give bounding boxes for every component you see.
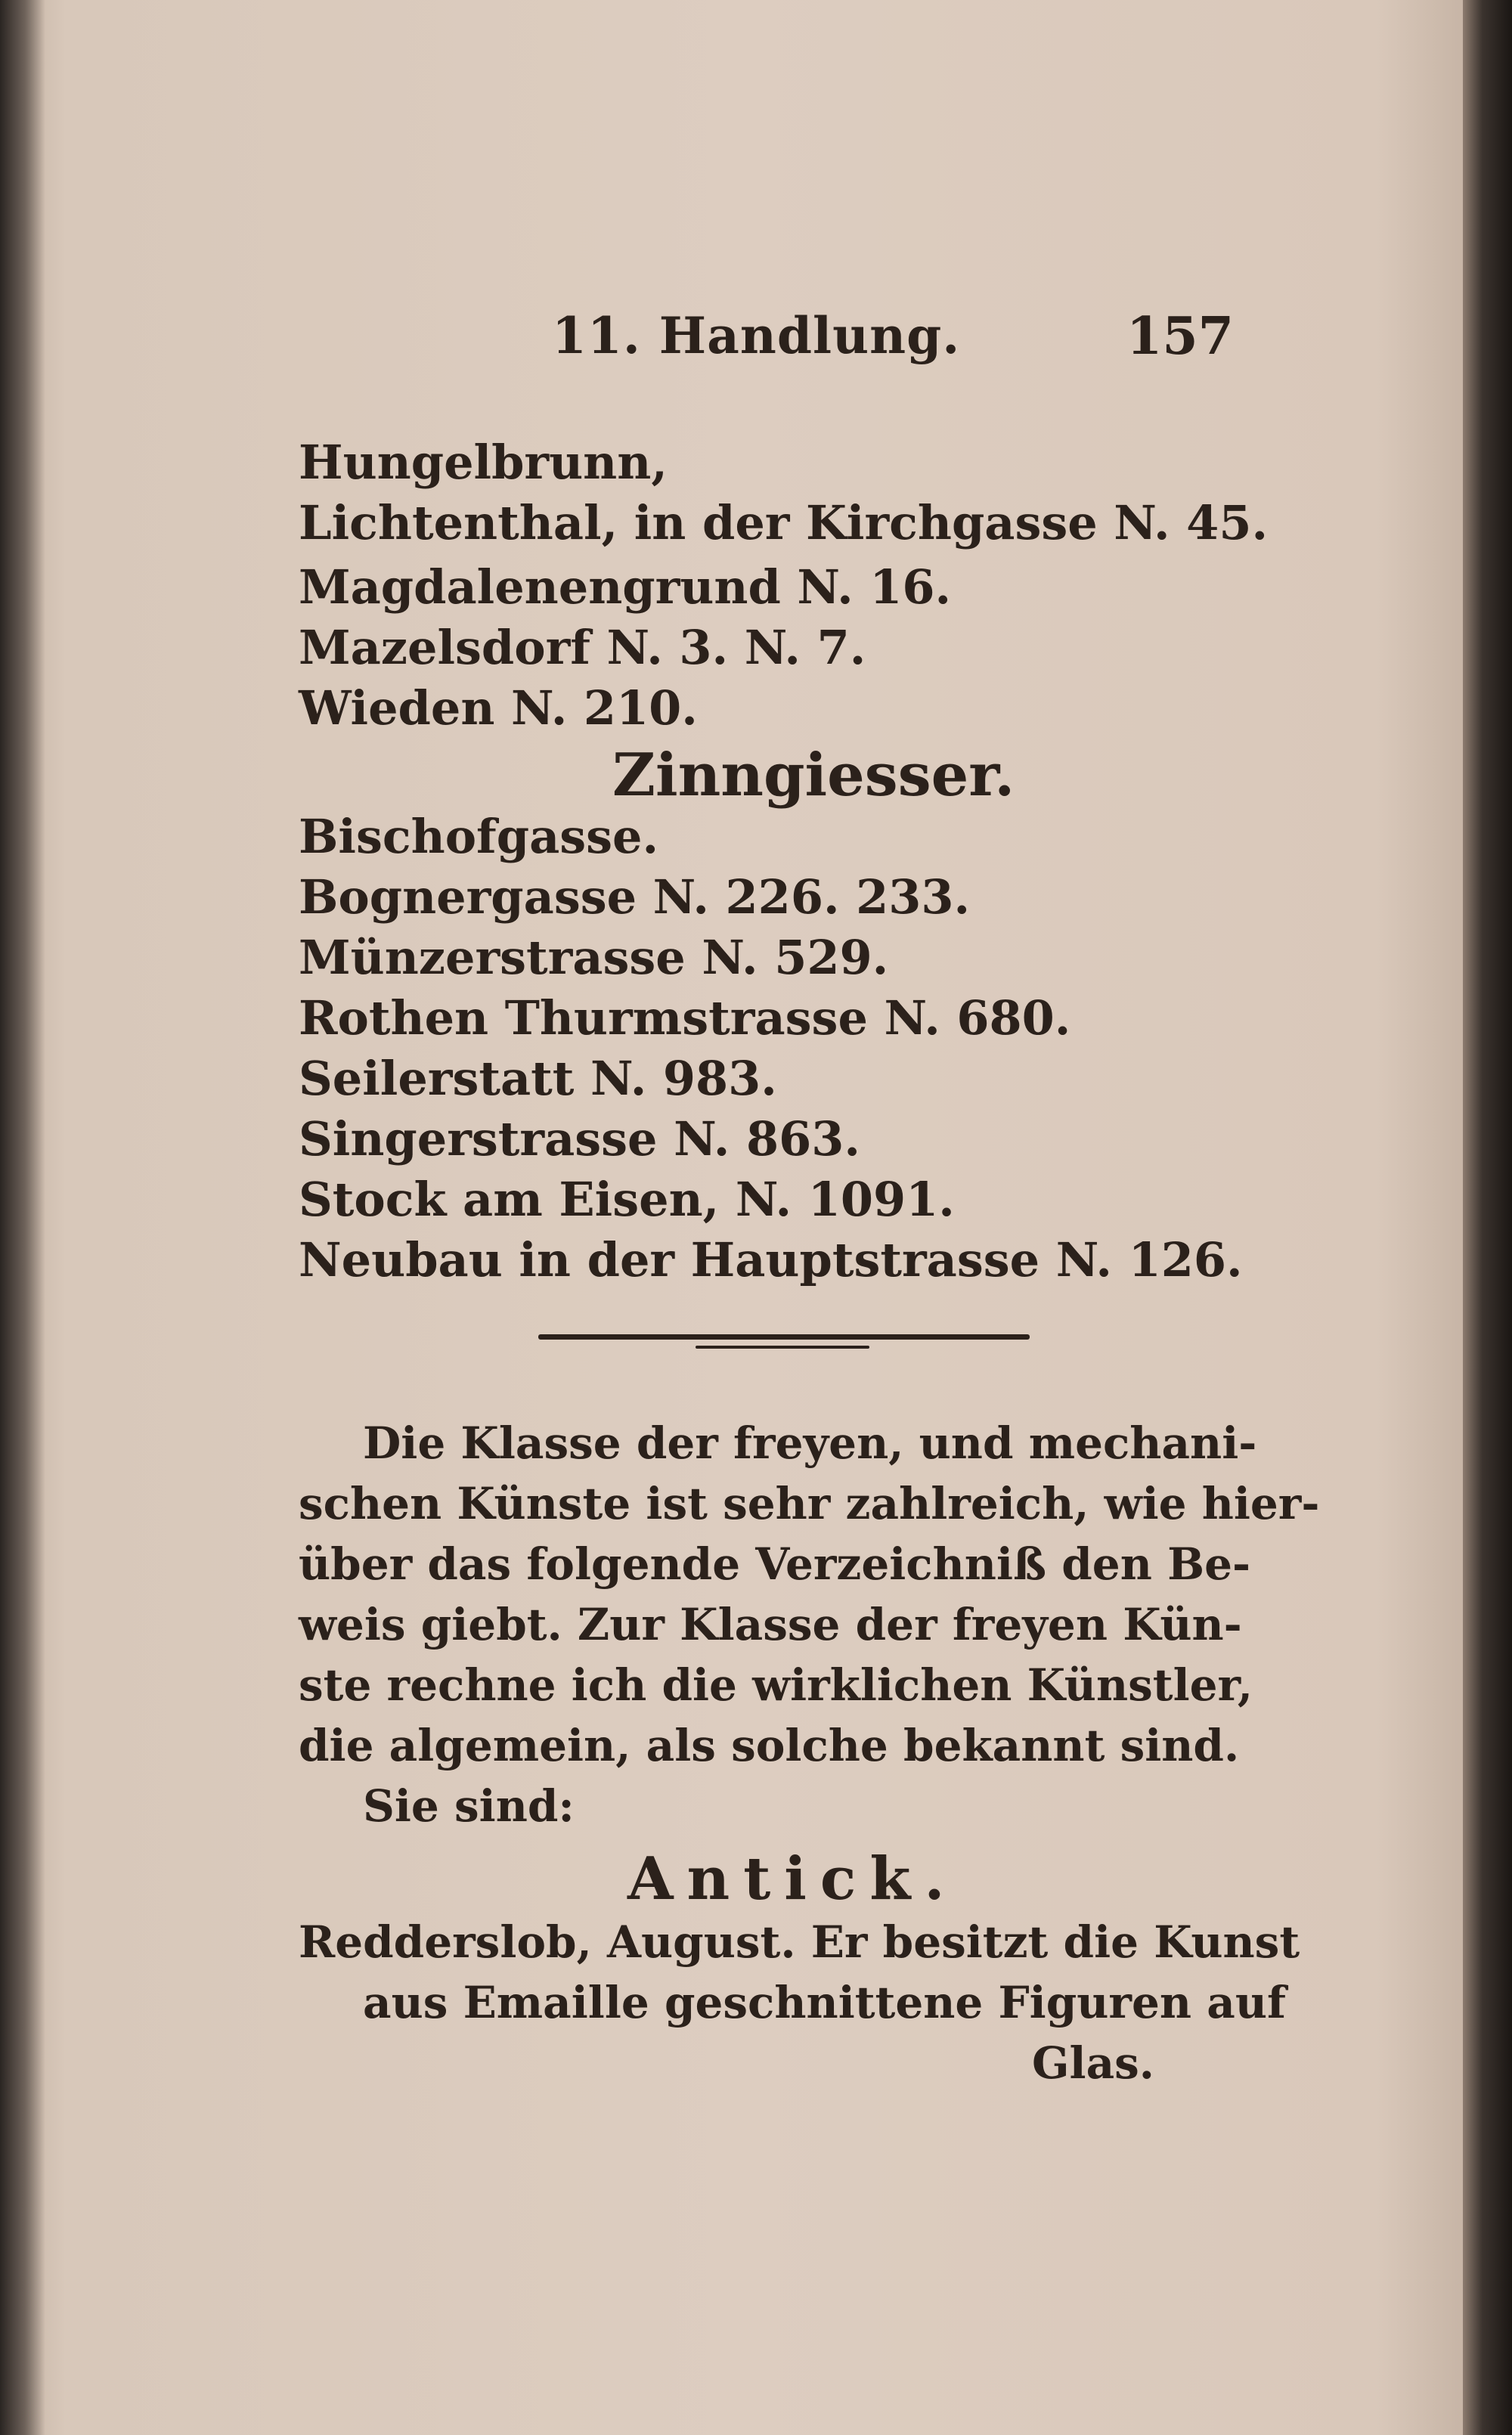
entry-line: aus Emaille geschnittene Figuren auf bbox=[363, 1977, 1286, 2028]
address-line: Neubau in der Hauptstrasse N. 126. bbox=[299, 1232, 1243, 1287]
address-line: Singerstrasse N. 863. bbox=[299, 1111, 860, 1166]
paragraph-line: ste rechne ich die wirklichen Künstler, bbox=[299, 1659, 1253, 1711]
divider-rule-short bbox=[696, 1346, 869, 1349]
address-line: Lichtenthal, in der Kirchgasse N. 45. bbox=[299, 495, 1269, 550]
address-line: Münzerstrasse N. 529. bbox=[299, 930, 889, 985]
page-number: 157 bbox=[1126, 306, 1234, 367]
paragraph-line: weis giebt. Zur Klasse der freyen Kün- bbox=[299, 1599, 1242, 1650]
paragraph-line: Sie sind: bbox=[363, 1780, 575, 1832]
book-spine bbox=[0, 0, 45, 2435]
entry-line: Glas. bbox=[1032, 2037, 1154, 2089]
address-line: Bognergasse N. 226. 233. bbox=[299, 869, 971, 925]
paragraph-line: über das folgende Verzeichniß den Be- bbox=[299, 1538, 1251, 1590]
address-line: Magdalenengrund N. 16. bbox=[299, 559, 952, 615]
address-line: Wieden N. 210. bbox=[299, 680, 698, 736]
page-edge bbox=[1463, 0, 1512, 2435]
paragraph-line: die algemein, als solche bekannt sind. bbox=[299, 1720, 1240, 1771]
address-line: Stock am Eisen, N. 1091. bbox=[299, 1172, 955, 1227]
subsection-heading: Antick. bbox=[627, 1845, 959, 1913]
section-heading: Zinngiesser. bbox=[612, 741, 1015, 810]
paragraph-line: Die Klasse der freyen, und mechani- bbox=[363, 1417, 1257, 1469]
address-line: Bischofgasse. bbox=[299, 809, 659, 864]
address-line: Rothen Thurmstrasse N. 680. bbox=[299, 990, 1071, 1046]
running-head: 11. Handlung. bbox=[552, 306, 961, 365]
divider-rule bbox=[538, 1334, 1030, 1340]
entry-line: Redderslob, August. Er besitzt die Kunst bbox=[299, 1916, 1300, 1968]
address-line: Seilerstatt N. 983. bbox=[299, 1051, 777, 1106]
paragraph-line: schen Künste ist sehr zahlreich, wie hier- bbox=[299, 1478, 1320, 1529]
address-line: Mazelsdorf N. 3. N. 7. bbox=[299, 620, 866, 675]
address-line: Hungelbrunn, bbox=[299, 435, 668, 490]
